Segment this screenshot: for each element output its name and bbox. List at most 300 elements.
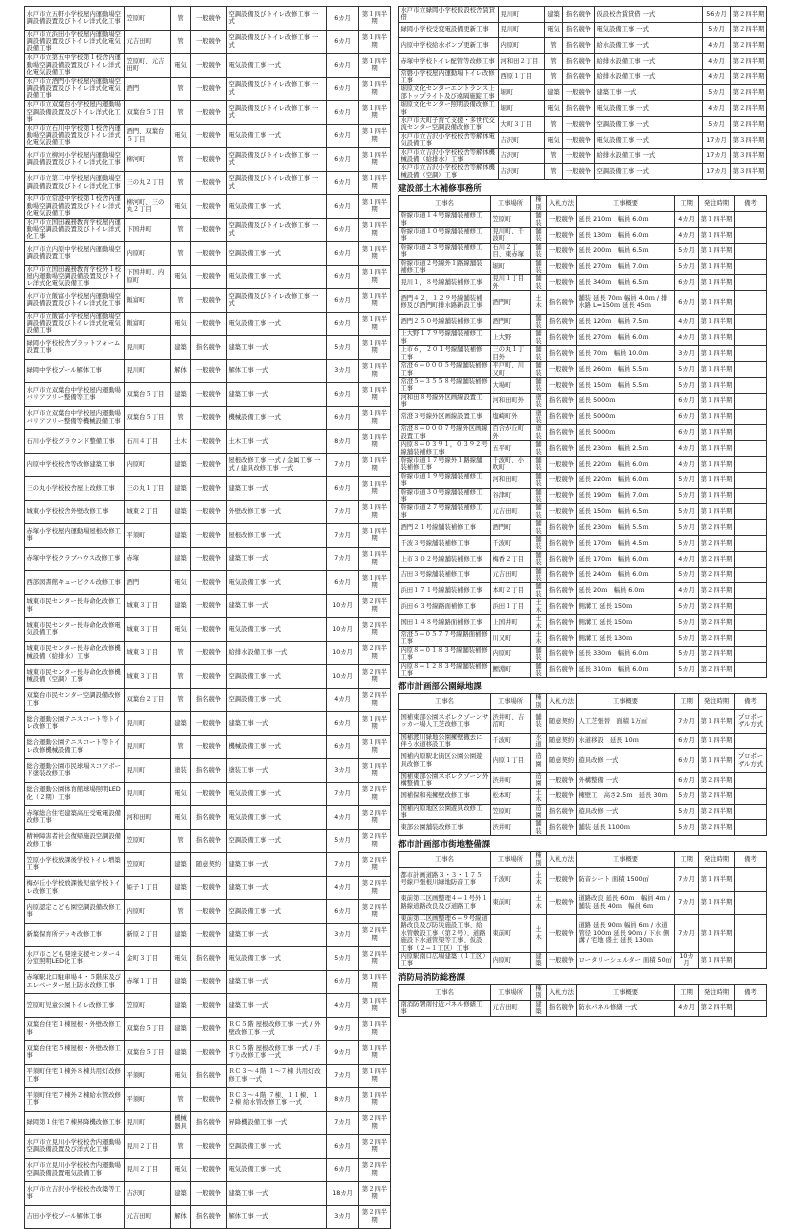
cell-name: 堀原文化センターエントランス上部トップライト及び遠隔施錠工事	[399, 85, 499, 101]
cell-type: 舗装	[531, 662, 547, 678]
cell-loc: 西原１丁目	[499, 69, 545, 85]
cell-method: 一般競争	[563, 85, 595, 101]
cell-period: 第１四半期	[699, 409, 735, 425]
cell-type: 舗装	[531, 330, 547, 346]
cell-method: 一般競争	[547, 212, 577, 228]
table-row	[25, 688, 391, 712]
cell-name: 三の丸小学校校舎屋上改修工事	[25, 477, 125, 501]
cell-type: 土木	[531, 915, 547, 953]
cell-note	[735, 615, 767, 631]
cell-type: 管	[171, 641, 191, 665]
cell-summary: 電気設備工事 一式	[227, 782, 327, 806]
cell-period: 第２四半期	[699, 551, 735, 567]
cell-loc: 吉沢町	[499, 132, 545, 148]
cell-loc: 平戸町、川又町	[491, 362, 531, 378]
cell-name: 城東市民センター長寿命化改修機械設備（空調）工事	[25, 665, 125, 689]
cell-term: 5カ月	[675, 646, 699, 662]
cell-type: 管	[171, 148, 191, 172]
cell-summary: 電気設備工事 一式	[227, 571, 327, 595]
cell-type: 建築	[171, 1017, 191, 1041]
cell-note	[735, 788, 767, 804]
cell-name: 幹線市道２号線外１路線舗装補修工事	[399, 259, 491, 275]
cell-term: 3カ月	[327, 1205, 359, 1229]
cell-method: 一般競争	[191, 265, 227, 289]
cell-period: 第２四半期	[699, 520, 735, 536]
cell-name: 赤塚中学校クラブハウス改修工事	[25, 547, 125, 571]
cell-loc: 赤塚	[125, 547, 171, 571]
cell-summary: 建築工事 一式	[227, 383, 327, 407]
cell-period: 第２四半期	[359, 1111, 391, 1135]
cell-loc: 双葉台５丁目	[125, 383, 171, 407]
cell-method: 指名競争	[547, 330, 577, 346]
cell-type: 電気	[171, 947, 191, 971]
cell-term: 6カ月	[675, 772, 699, 788]
cell-period: 第１四半期	[699, 504, 735, 520]
road-repair-body	[399, 212, 767, 678]
table-row	[25, 1017, 391, 1041]
cell-summary: 空調設備工事 一式	[595, 164, 703, 180]
cell-name: 水戸市立双葉台中学校屋内運動場バリアフリー整備等工事	[25, 383, 125, 407]
cell-type: 土木	[531, 788, 547, 804]
cell-period: 第１四半期	[359, 312, 391, 336]
cell-summary: ＲＣ５階 屋根改修工事 一式 / 外壁改修工事 一式	[227, 1017, 327, 1041]
cell-period: 第２四半期	[359, 594, 391, 618]
cell-method: 指名競争	[547, 599, 577, 615]
cell-loc: 平須町	[125, 1088, 171, 1112]
cell-name: 内原中学校校舎等改修建築工事	[25, 453, 125, 477]
cell-period: 第２四半期	[731, 69, 767, 85]
cell-summary: 舗装 延長 70ｍ 幅員 4.0ｍ / 排水路 L=150ｍ 延長 45ｍ	[577, 291, 675, 315]
table-row	[399, 243, 767, 259]
cell-name: 常澄５−３５５８号線舗装補修工事	[399, 377, 491, 393]
cell-type: 建築	[171, 500, 191, 524]
cell-term: 4カ月	[675, 212, 699, 228]
cell-period: 第１四半期	[359, 171, 391, 195]
table-row	[399, 22, 767, 38]
cell-period: 第２四半期	[699, 536, 735, 552]
table-row	[25, 782, 391, 806]
cell-method: 指名競争	[547, 346, 577, 362]
cell-term: 3カ月	[675, 346, 699, 362]
cell-loc: 松本町	[491, 788, 531, 804]
cell-period: 第１四半期	[359, 994, 391, 1018]
cell-note	[735, 646, 767, 662]
cell-term: 6カ月	[675, 409, 699, 425]
table-row	[25, 853, 391, 877]
cell-period: 第１四半期	[359, 430, 391, 454]
cell-period: 第１四半期	[359, 1088, 391, 1112]
cell-term: 7カ月	[327, 524, 359, 548]
cell-term: 4カ月	[675, 456, 699, 472]
cell-summary: 延長 20ｍ 幅員 6.0ｍ	[577, 583, 675, 599]
cell-term: 5カ月	[703, 85, 731, 101]
cell-note	[735, 346, 767, 362]
header-name: 工事名	[399, 984, 491, 1000]
cell-name: 国補東部公園スポレクゾーンサッカー場人工芝改修工事	[399, 710, 491, 734]
cell-term: 6カ月	[327, 242, 359, 266]
cell-summary: 建築工事 一式	[227, 477, 327, 501]
cell-method: 一般競争	[191, 101, 227, 125]
cell-note	[735, 891, 767, 915]
cell-summary: 土木工事 一式	[227, 430, 327, 454]
cell-method: 一般競争	[547, 243, 577, 259]
cell-name: 赤塚小学校屋内運動場屋根改修工事	[25, 524, 125, 548]
table-row	[399, 227, 767, 243]
table-row	[399, 710, 767, 734]
cell-name: 水戸市立吉沢小学校校舎等解体機械設備（給排水）工事	[399, 148, 499, 164]
cell-method: 一般競争	[191, 900, 227, 924]
cell-name: 水戸市立第五中学校第１校舎内運動場空調設備設置及びトイレ洋式化電気設備工事	[25, 54, 125, 78]
cell-loc: 見川町	[125, 1111, 171, 1135]
cell-summary: 建築工事 一式	[595, 85, 703, 101]
cell-summary: 空調設備工事 一式	[227, 900, 327, 924]
cell-summary: ＲＣ３〜４階 ７棟、１１棟、１２棟 給水管改修工事 一式	[227, 1088, 327, 1112]
cell-method: 一般競争	[547, 953, 577, 969]
cell-period: 第２四半期	[731, 54, 767, 70]
cell-method: 指名競争	[547, 425, 577, 441]
cell-method: 一般競争	[191, 1017, 227, 1041]
section-title-fire-department: 消防局消防総務課	[398, 971, 465, 982]
cell-term: 6カ月	[675, 275, 699, 291]
cell-method: 指名競争	[547, 520, 577, 536]
cell-name: 吉田３号線舗装補修工事	[399, 567, 491, 583]
cell-loc: 梅香２丁目	[491, 551, 531, 567]
cell-type: 建築	[171, 712, 191, 736]
cell-name: 内原８−１２８３号線舗装補修工事	[399, 662, 491, 678]
cell-type: 水道	[531, 733, 547, 749]
cell-period: 第１四半期	[699, 291, 735, 315]
cell-term: 6カ月	[327, 148, 359, 172]
cell-method: 指名競争	[547, 409, 577, 425]
cell-name: 水戸市立吉沢小学校校舎等解体電気設備工事	[399, 132, 499, 148]
cell-method: 指名競争	[563, 101, 595, 117]
cell-name: 双葉台住宅５棟屋根・外壁改修工事	[25, 1041, 125, 1065]
cell-note	[735, 377, 767, 393]
cell-summary: 建築工事 一式	[227, 923, 327, 947]
cell-note	[735, 227, 767, 243]
cell-period: 第２四半期	[699, 615, 735, 631]
table-row	[399, 1000, 767, 1016]
cell-term: 6カ月	[327, 712, 359, 736]
table-row	[399, 733, 767, 749]
cell-term: 6カ月	[327, 571, 359, 595]
header-note: 備考	[735, 984, 767, 1000]
cell-loc: 新原２丁目	[125, 923, 171, 947]
cell-term: 17カ月	[703, 148, 731, 164]
cell-name: 見川１，８号線舗装補修工事	[399, 275, 491, 291]
cell-name: 上市３０２号線舗装補修工事	[399, 551, 491, 567]
cell-type: 舗装	[531, 646, 547, 662]
cell-loc: 内原町	[125, 453, 171, 477]
table-row	[399, 362, 767, 378]
cell-term: 3カ月	[327, 923, 359, 947]
cell-summary: 延長 190ｍ 幅員 7.0ｍ	[577, 488, 675, 504]
table-row	[25, 359, 391, 383]
cell-period: 第１四半期	[359, 735, 391, 759]
cell-name: 上大野１７９号線舗装補修工事	[399, 330, 491, 346]
cell-method: 一般競争	[191, 547, 227, 571]
cell-loc: 下国井町	[125, 218, 171, 242]
cell-name: 緑岡中学校プール解体工事	[25, 359, 125, 383]
cell-term: 3カ月	[327, 359, 359, 383]
cell-summary: 延長 220ｍ 幅員 6.0ｍ	[577, 456, 675, 472]
cell-method: 指名競争	[191, 759, 227, 783]
table-row	[25, 453, 391, 477]
cell-period: 第１四半期	[359, 547, 391, 571]
cell-loc: 本町２丁目	[491, 583, 531, 599]
cell-period: 第１四半期	[359, 500, 391, 524]
cell-term: 4カ月	[327, 876, 359, 900]
cell-type: 舗装	[531, 820, 547, 836]
cell-period: 第２四半期	[359, 900, 391, 924]
cell-loc: 城東３丁目	[125, 594, 171, 618]
cell-term: 6カ月	[327, 195, 359, 219]
cell-note	[735, 804, 767, 820]
cell-loc: 河和田町	[125, 806, 171, 830]
cell-term: 10カ月	[327, 618, 359, 642]
cell-type: 管	[171, 289, 191, 313]
cell-loc: 笠原町	[125, 994, 171, 1018]
table-row	[399, 314, 767, 330]
table-row	[399, 868, 767, 892]
cell-note	[735, 472, 767, 488]
cell-name: 国田１４８号線路面補修工事	[399, 615, 491, 631]
cell-period: 第１四半期	[359, 289, 391, 313]
cell-method: 指名競争	[547, 630, 577, 646]
cell-name: 城東市民センター長寿命化改修機械設備（給排水）工事	[25, 641, 125, 665]
cell-summary: 空調設備及びトイレ改修工事 一式	[227, 30, 327, 54]
cell-loc: 見川町	[125, 759, 171, 783]
cell-summary: 屋根改修工事 一式 / 金属工事 一式 / 建具改修工事 一式	[227, 453, 327, 477]
cell-note	[735, 393, 767, 409]
cell-period: 第２四半期	[359, 829, 391, 853]
table-row	[399, 148, 767, 164]
header-method: 入札方法	[547, 196, 577, 212]
cell-method: 一般競争	[191, 359, 227, 383]
cell-period: 第１四半期	[699, 488, 735, 504]
cell-loc: 姫子１丁目	[125, 876, 171, 900]
cell-loc: 元吉田町	[491, 504, 531, 520]
table-row	[25, 524, 391, 548]
cell-note	[735, 551, 767, 567]
table-row	[399, 330, 767, 346]
cell-type: 建築	[171, 994, 191, 1018]
cell-loc: 内原町	[491, 953, 531, 969]
cell-loc: 大町３丁目	[499, 117, 545, 133]
cell-loc: 吉沢町	[125, 1182, 171, 1206]
cell-type: 舗装	[531, 275, 547, 291]
table-row	[25, 1182, 391, 1206]
cell-type: 造園	[531, 772, 547, 788]
header-note: 備考	[735, 852, 767, 868]
cell-term: 5カ月	[675, 567, 699, 583]
cell-note	[735, 409, 767, 425]
cell-period: 第２四半期	[359, 876, 391, 900]
cell-method: 指名競争	[547, 567, 577, 583]
cell-type: 建築	[545, 7, 563, 23]
cell-type: 管	[171, 665, 191, 689]
cell-method: 指名競争	[547, 536, 577, 552]
table-row	[25, 876, 391, 900]
cell-method: 一般競争	[191, 735, 227, 759]
table-row	[399, 132, 767, 148]
cell-type: 建築	[171, 970, 191, 994]
cell-note: プロポーザル方式	[735, 710, 767, 734]
cell-term: 5カ月	[675, 488, 699, 504]
cell-method: 指名競争	[563, 38, 595, 54]
cell-note	[735, 868, 767, 892]
cell-name: 国補内原駅北街区公園公園遊具改修工事	[399, 749, 491, 773]
cell-loc: 渋井町、吉沼町	[491, 710, 531, 734]
cell-name: 水戸市立緑岡小学校仮設校舎賃貸借	[399, 7, 499, 23]
cell-name: 水戸市立国田義務教育学校屋内運動場空調設備設置及びトイレ洋式化工事	[25, 218, 125, 242]
cell-period: 第１四半期	[699, 259, 735, 275]
table-row	[399, 646, 767, 662]
cell-summary: 延長 340ｍ 幅員 6.5ｍ	[577, 275, 675, 291]
cell-type: 土木	[531, 599, 547, 615]
cell-method: 指名競争	[547, 291, 577, 315]
cell-loc: 平須町	[125, 1064, 171, 1088]
cell-period: 第２四半期	[731, 85, 767, 101]
table-row	[25, 641, 391, 665]
cell-period: 第１四半期	[699, 953, 735, 969]
header-period: 発注時期	[699, 196, 735, 212]
cell-period: 第２四半期	[359, 665, 391, 689]
cell-term: 4カ月	[703, 38, 731, 54]
cell-period: 第１四半期	[359, 1017, 391, 1041]
cell-loc: 見川町	[125, 735, 171, 759]
cell-type: 管	[171, 735, 191, 759]
cell-type: 電気	[171, 782, 191, 806]
cell-period: 第２四半期	[359, 782, 391, 806]
cell-summary: 道路 延長 90ｍ 幅員 6ｍ / 水道 管径 100ｍ 延長 90ｍ / 下水 側溝 / 宅地 盛土 延長 130ｍ	[577, 915, 675, 953]
cell-term: 8カ月	[327, 430, 359, 454]
header-summary: 工事概要	[577, 852, 675, 868]
cell-name: 常澄３号線外区画線設置工事	[399, 409, 491, 425]
cell-period: 第１四半期	[699, 915, 735, 953]
table-row	[399, 749, 767, 773]
cell-type: 管	[171, 1135, 191, 1159]
cell-summary: 解体工事 一式	[227, 1205, 327, 1229]
cell-term: 5カ月	[675, 662, 699, 678]
cell-summary: 電気設備工事 一式	[227, 54, 327, 78]
cell-note	[735, 441, 767, 457]
cell-method: 一般競争	[547, 488, 577, 504]
table-row	[399, 101, 767, 117]
table-row	[25, 618, 391, 642]
cell-period: 第２四半期	[359, 853, 391, 877]
cell-summary: 延長 270ｍ 幅員 7.0ｍ	[577, 259, 675, 275]
cell-term: 4カ月	[675, 441, 699, 457]
cell-method: 指名競争	[191, 806, 227, 830]
cell-name: 赤塚総合住宅建築高圧受電電設備改修工事	[25, 806, 125, 830]
table-row	[25, 806, 391, 830]
table-row	[25, 1158, 391, 1182]
cell-summary: 建築工事 一式	[227, 853, 327, 877]
cell-name: 城東市民センター長寿命化改修電気設備工事	[25, 618, 125, 642]
cell-name: 水戸市立内原中学校屋内運動場空調設備設置工事	[25, 242, 125, 266]
cell-summary: 電気設備工事 一式	[227, 1158, 327, 1182]
cell-term: 6カ月	[327, 900, 359, 924]
cell-type: 舗装	[531, 488, 547, 504]
cell-name: 水戸市立柳河小学校屋内運動場空調設備設置及びトイレ洋式化工事	[25, 148, 125, 172]
cell-term: 7カ月	[327, 500, 359, 524]
cell-note	[735, 291, 767, 315]
cell-method: 一般競争	[191, 1158, 227, 1182]
cell-period: 第１四半期	[699, 346, 735, 362]
cell-name: 城東市民センター長寿命化改修工事	[25, 594, 125, 618]
cell-name: 水戸市立国田義務教育学校外１校屋内運動場空調設備設置及びトイレ洋式化電気設備工事	[25, 265, 125, 289]
cell-note	[735, 488, 767, 504]
cell-type: 管	[171, 829, 191, 853]
cell-summary: 空調設備及びトイレ改修工事 一式	[227, 101, 327, 125]
cell-method: 指名競争	[191, 336, 227, 360]
cell-summary: 空調設備及びトイレ改修工事 一式	[227, 148, 327, 172]
cell-loc: 東前町	[491, 891, 531, 915]
cell-name: 幹線市道２７号線舗装補修工事	[399, 504, 491, 520]
cell-summary: 電気設備工事 一式	[227, 312, 327, 336]
cell-type: 管	[171, 30, 191, 54]
cell-loc: 飯富町	[125, 289, 171, 313]
cell-term: 7カ月	[675, 868, 699, 892]
cell-summary: 延長 70ｍ 幅員 10.0ｍ	[577, 346, 675, 362]
cell-method: 一般競争	[547, 868, 577, 892]
cell-loc: 吉沢町	[499, 164, 545, 180]
cell-term: 4カ月	[675, 330, 699, 346]
cell-method: 一般競争	[547, 259, 577, 275]
table-row	[399, 788, 767, 804]
cell-type: 舗装	[531, 472, 547, 488]
header-loc: 工事場所	[491, 852, 531, 868]
table-row	[25, 171, 391, 195]
cell-name: 水戸市立飯富小学校屋内運動場空調設備設置及びトイレ洋式化電気設備工事	[25, 312, 125, 336]
cell-type: 管	[171, 406, 191, 430]
cell-method: 一般競争	[191, 242, 227, 266]
cell-summary: 側溝工 延長 150ｍ	[577, 615, 675, 631]
table-row	[25, 312, 391, 336]
road-repair-table	[398, 195, 767, 678]
cell-name: 内原認定こども園空調設備改修工事	[25, 900, 125, 924]
table-row	[399, 915, 767, 953]
cell-type: 管	[545, 148, 563, 164]
cell-term: 6カ月	[327, 1158, 359, 1182]
cell-term: 5カ月	[327, 829, 359, 853]
cell-term: 6カ月	[327, 289, 359, 313]
cell-summary: 電気設備工事 一式	[227, 618, 327, 642]
header-name: 工事名	[399, 694, 491, 710]
cell-loc: 三の丸２丁目	[125, 171, 171, 195]
header-type: 種別	[531, 196, 547, 212]
cell-term: 17カ月	[703, 132, 731, 148]
cell-name: 国補東部公園スポレクゾーン外構整備工事	[399, 772, 491, 788]
cell-name: 水戸市大町子育て支援・多世代交流センター空調設備改修工事	[399, 117, 499, 133]
cell-name: 水戸市立石川中学校第１校舎内運動場空調設備設置及びトイレ洋式化電気設備工事	[25, 124, 125, 148]
cell-summary: 建築工事 一式	[227, 712, 327, 736]
cell-type: 舗装	[531, 362, 547, 378]
cell-note	[735, 314, 767, 330]
cell-summary: 電気設備工事 一式	[595, 22, 703, 38]
header-term: 工期	[675, 694, 699, 710]
cell-period: 第２四半期	[699, 1000, 735, 1016]
cell-method: 指名競争	[563, 69, 595, 85]
cell-type: 機械器具	[171, 1111, 191, 1135]
cell-type: 舗装	[531, 567, 547, 583]
left-construction-table	[24, 6, 391, 1229]
table-row	[25, 430, 391, 454]
cell-period: 第１四半期	[699, 243, 735, 259]
cell-loc: 酒門	[125, 77, 171, 101]
cell-method: 指名競争	[191, 688, 227, 712]
